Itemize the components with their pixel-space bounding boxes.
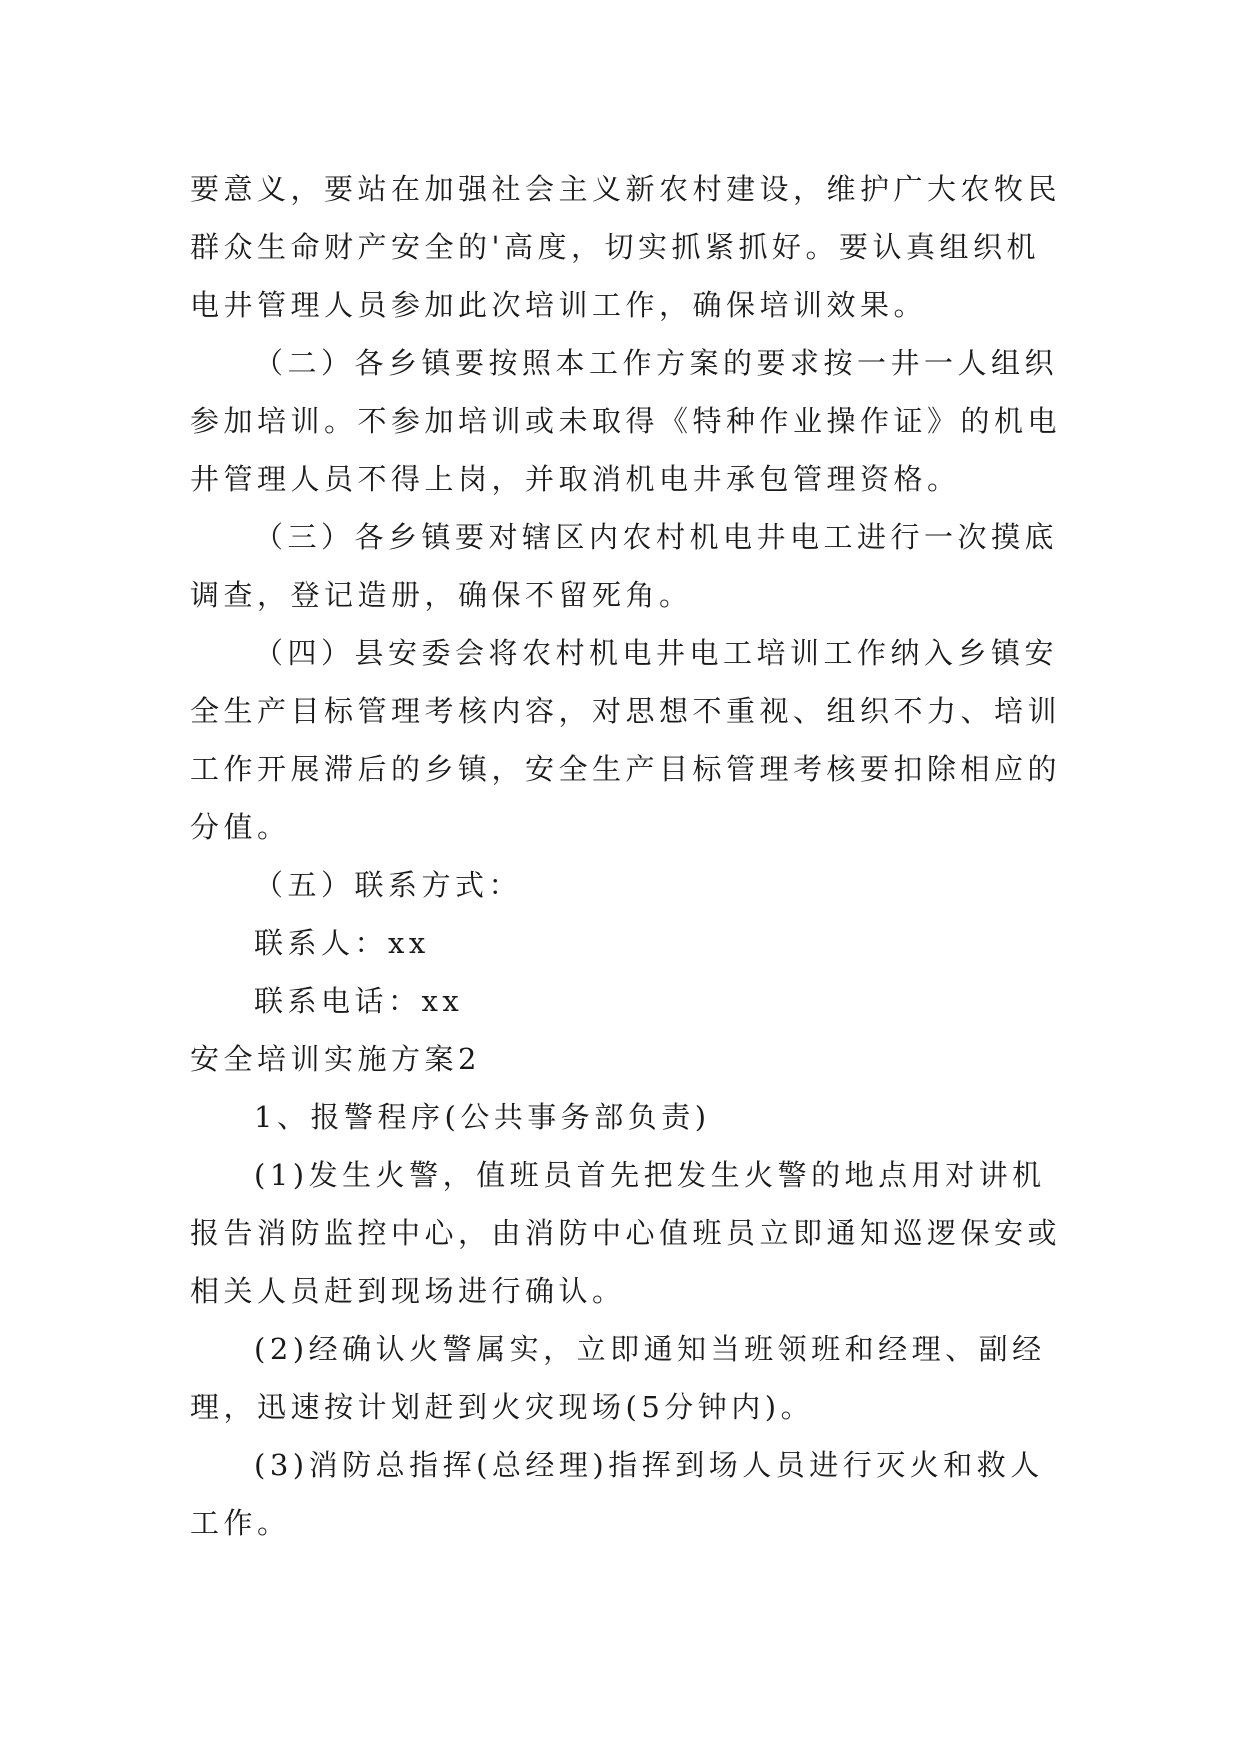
text-line: 相关人员赶到现场进行确认。 <box>190 1274 626 1308</box>
text-line: 理，迅速按计划赶到火灾现场(5分钟内)。 <box>190 1390 815 1424</box>
text-line: 群众生命财产安全的'高度，切实抓紧抓好。要认真组织机 <box>190 230 1040 264</box>
contact-phone: 联系电话：xx <box>254 984 464 1018</box>
text-line: 工作。 <box>190 1506 291 1540</box>
section-title: 安全培训实施方案2 <box>190 1042 481 1076</box>
document-body <box>190 160 1060 1552</box>
text-line: 井管理人员不得上岗，并取消机电井承包管理资格。 <box>190 462 961 496</box>
text-line: (1)发生火警，值班员首先把发生火警的地点用对讲机 <box>254 1158 1046 1192</box>
text-line: （五）联系方式： <box>254 868 523 902</box>
text-line: (2)经确认火警属实，立即通知当班领班和经理、副经 <box>254 1332 1046 1366</box>
text-line: 调查，登记造册，确保不留死角。 <box>190 578 693 612</box>
text-line: （三）各乡镇要对辖区内农村机电井电工进行一次摸底 <box>254 520 1059 554</box>
text-line: （四）县安委会将农村机电井电工培训工作纳入乡镇安 <box>254 636 1059 670</box>
text-line: 参加培训。不参加培训或未取得《特种作业操作证》的机电 <box>190 404 1062 438</box>
contact-person: 联系人：xx <box>254 926 430 960</box>
text-line: (3)消防总指挥(总经理)指挥到场人员进行灭火和救人 <box>254 1448 1044 1482</box>
text-line: 要意义，要站在加强社会主义新农村建设，维护广大农牧民 <box>190 172 1062 206</box>
text-line: 分值。 <box>190 810 291 844</box>
text-line: 工作开展滞后的乡镇，安全生产目标管理考核要扣除相应的 <box>190 752 1062 786</box>
text-line: （二）各乡镇要按照本工作方案的要求按一井一人组织 <box>254 346 1059 380</box>
text-line: 报告消防监控中心，由消防中心值班员立即通知巡逻保安或 <box>190 1216 1062 1250</box>
text-line: 1、报警程序(公共事务部负责) <box>254 1100 711 1134</box>
text-line: 电井管理人员参加此次培训工作，确保培训效果。 <box>190 288 928 322</box>
text-line: 全生产目标管理考核内容，对思想不重视、组织不力、培训 <box>190 694 1062 728</box>
